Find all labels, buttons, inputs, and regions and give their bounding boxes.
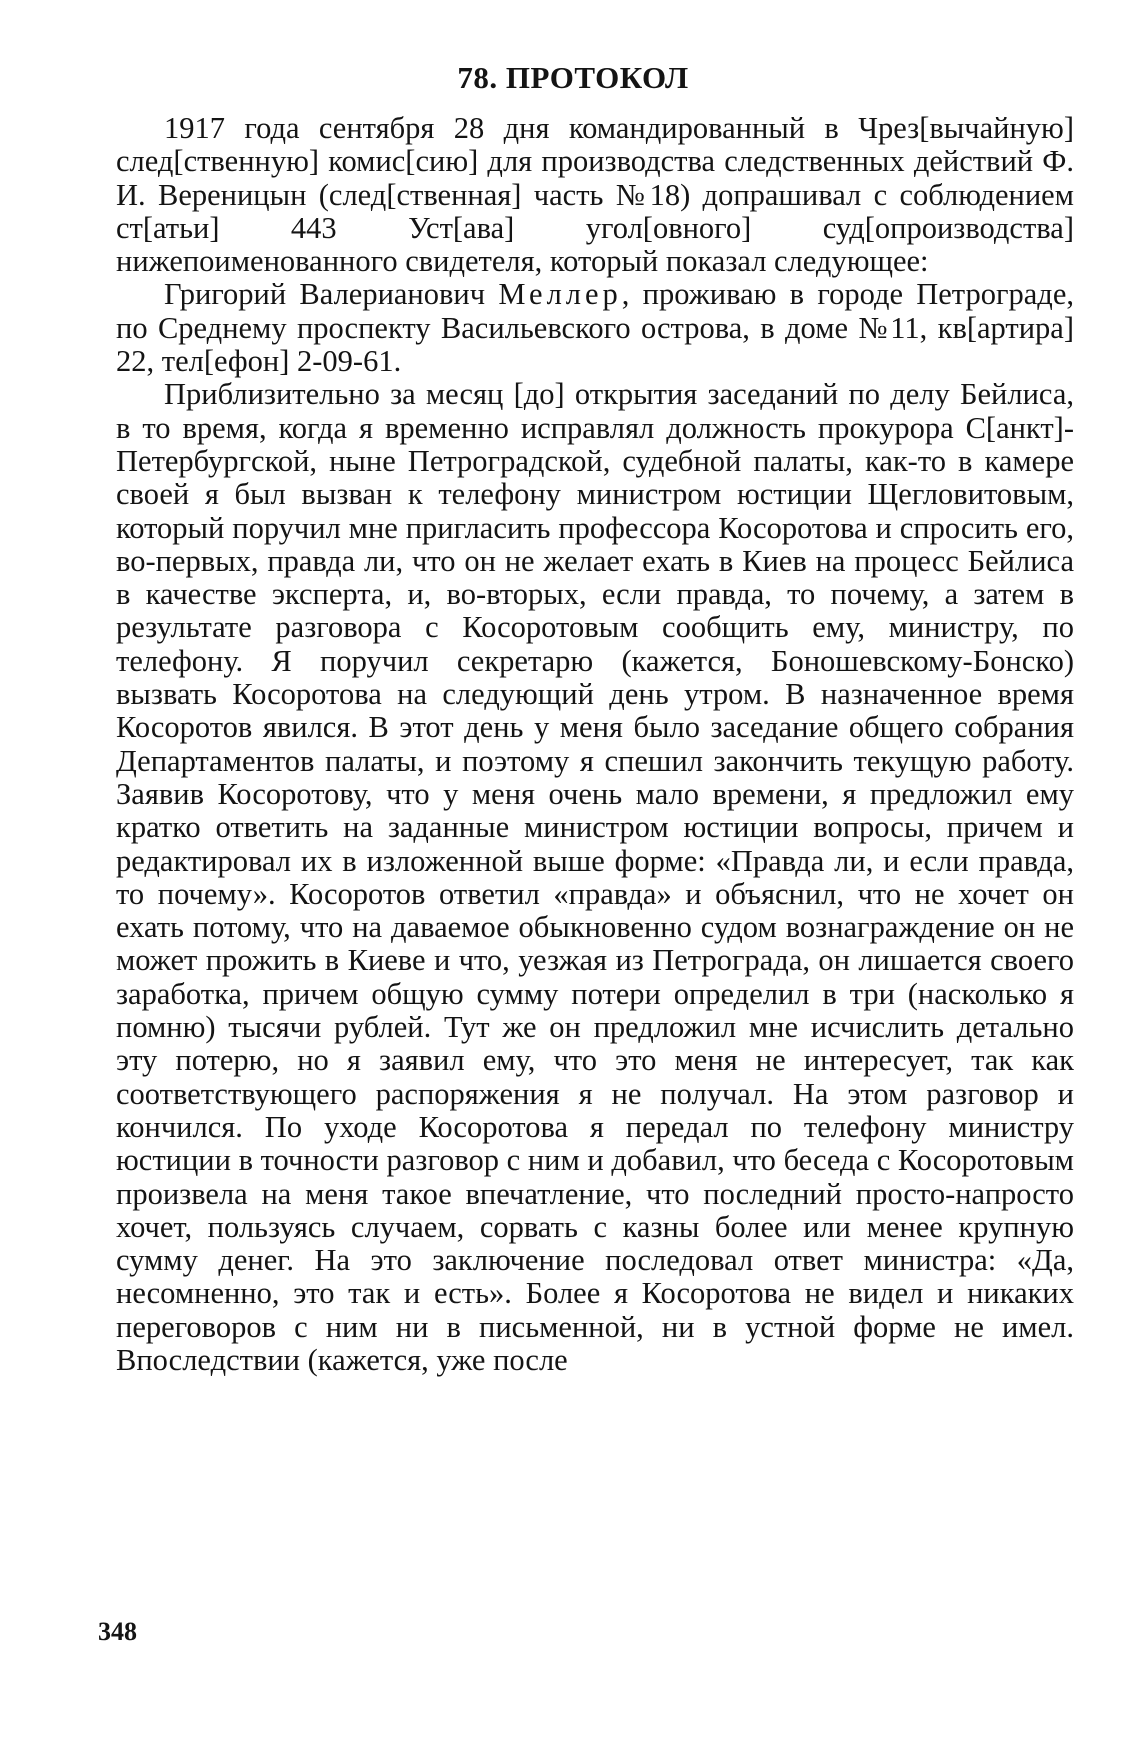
document-body: [116, 112, 1074, 1377]
paragraph-witness: [116, 278, 1074, 378]
witness-first-names: Григорий Валерианович: [164, 277, 499, 312]
paragraph-testimony: Приблизительно за месяц [до] открытия заседаний по делу Бейлиса, в то время, когда я временно исправлял должность прокурора С[анкт]-Петербургской, ныне Петроградской, судебной палаты, как-то в камере своей я был вызван к телефону министром юстиции Щегловитовым, который поручил мне пригласить профессора Косоротова и спросить его, во-первых, правда ли, что он не желает ехать в Киев на процесс Бейлиса в качестве эксперта, и, во-вторых, если правда, то почему, а затем в результате разговора с Косоротовым сообщить ему, министру, по телефону. Я поручил секретарю (кажется, Боношевскому-Бонско) вызвать Косоротова на следующий день утром. В назначенное время Косоротов явился. В этот день у меня было заседание общего собрания Департаментов палаты, и поэтому я спешил закончить текущую работу. Заявив Косоротову, что у меня очень мало времени, я предложил ему кратко ответить на заданные министром юстиции вопросы, причем и редактировал их в изложенной выше форме: «Правда ли, и если правда, то почему». Косоротов ответил «правда» и объяснил, что не хочет он ехать потому, что на даваемое обыкновенно судом вознаграждение он не может прожить в Киеве и что, уезжая из Петрограда, он лишается своего заработка, причем общую сумму потери определил в три (насколько я помню) тысячи рублей. Тут же он предложил мне исчислить детально эту потерю, но я заявил ему, что это меня не интересует, так как соответствующего распоряжения я не получал. На этом разговор и кончился. По уходе Косоротова я передал по телефону министру юстиции в точности разговор с ним и добавил, что беседа с Косоротовым произвела на меня такое впечатление, что последний просто-напросто хочет, пользуясь случаем, сорвать с казны более или менее крупную сумму денег. На это заключение последовал ответ министра: «Да, несомненно, это так и есть». Более я Косоротова не видел и никаких переговоров с ним ни в письменной, ни в устной форме не имел. Впоследствии (кажется, уже после: [116, 377, 1074, 1377]
witness-surname: Меллер: [498, 277, 622, 312]
page-number: 348: [98, 1617, 137, 1646]
paragraph-intro: 1917 года сентября 28 дня командированный в Чрез[вычайную] след[ственную] комис[сию] для производства следственных действий Ф. И. Вереницын (след[ственная] часть №18) допрашивал с соблюдением ст[атьи] 443 Уст[ава] угол[овного] суд[опроизводства] нижепоименованного свидетеля, который показал следующее:: [116, 111, 1074, 279]
document-title: 78. ПРОТОКОЛ: [457, 60, 689, 95]
witness-address: , проживаю в городе Петрограде, по Среднему проспекту Васильевского острова, в доме №11, кв[артира] 22, тел[ефон] 2-09-61.: [116, 277, 1074, 379]
